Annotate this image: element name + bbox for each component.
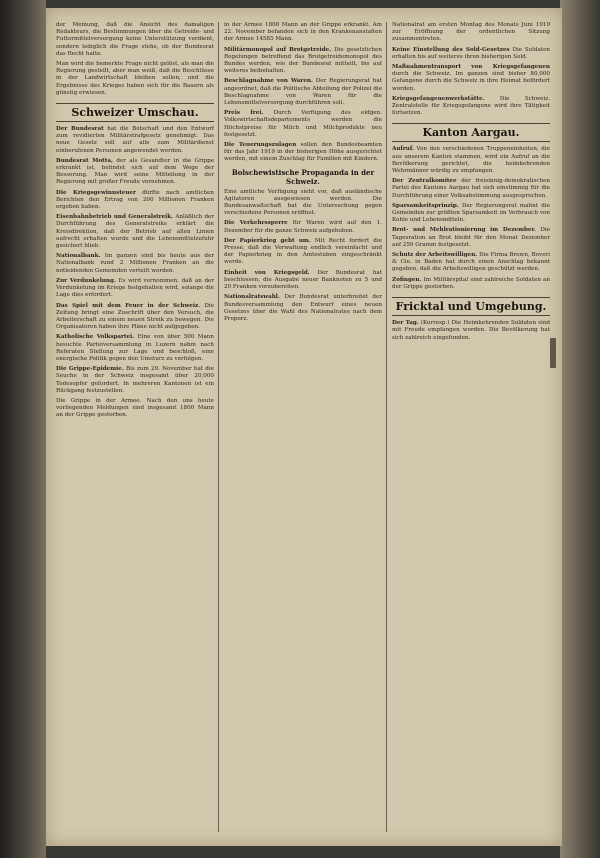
article-text: Eine von über 500 Mann besuchte Parteiversammlung in Luzern nahm nach Referaten Stellung zur Lage und beschloß, eine energische Politik gegen den Umsturz zu verfolgen.	[56, 334, 214, 362]
article-lead: Bundesrat Motta,	[56, 157, 113, 164]
article-item	[56, 214, 214, 250]
article-lead: Die Grippe-Epidemie.	[56, 366, 124, 373]
article-lead: Zur Verdunkelung.	[56, 277, 116, 284]
article-lead: Brot- und Mehlrationierung im Dezember.	[392, 227, 536, 234]
article-text: durch die Schweiz. Im ganzen sind bisher 80,000 Gefangene durch die Schweiz in ihre Heimat befördert worden.	[392, 71, 550, 92]
article-list	[224, 47, 382, 164]
article-item	[392, 96, 550, 118]
article-item	[392, 146, 550, 175]
section-title: Schweizer Umschau.	[56, 103, 214, 122]
article-text: für Waren wird auf den 1. Dezember für die ganze Schweiz aufgehoben.	[224, 220, 382, 234]
article-text: hat die Botschaft und den Entwurf zum revidierten Militärstrafgesetz genehmigt. Das neue Gesetz soll auf alle zum Militärdienst einberufenen Personen angewendet werden.	[56, 126, 214, 154]
article-text: sollen den Bundesbeamten für das Jahr 1919 in der bisherigen Höhe ausgerichtet werden, mit einem Zuschlag für Familien mit Kindern.	[224, 142, 382, 163]
article-item	[392, 227, 550, 249]
article-item	[56, 398, 214, 420]
article-item	[392, 277, 550, 291]
article-item	[56, 158, 214, 187]
article-item	[56, 366, 214, 395]
article-text: Der Regierungsrat mahnt die Gemeinden zur größten Sparsamkeit im Verbrauch von Kohle und Lebensmitteln.	[392, 202, 550, 224]
article-lead: Der Papierkrieg geht um.	[224, 237, 311, 244]
article-item	[224, 238, 382, 267]
article-lead: Der Tag.	[392, 320, 419, 327]
article-text: Die Zeitung bringt eine Zuschrift über den Versuch, die Arbeiterschaft zu einem neuen Streik zu bewegen. Die Organisatoren haben ihre Pläne nicht aufgegeben.	[56, 302, 214, 331]
article-item	[224, 47, 382, 76]
article-lead: Keine Einstellung des Sold-Gesetzes	[392, 46, 510, 53]
article-lead: Schutz der Arbeitswilligen.	[392, 252, 478, 259]
article-text: Eine amtliche Verfügung sieht vor, daß ausländische Agitatoren ausgewiesen werden. Die Bundesanwaltschaft hat die Untersuchung gegen verschiedene Personen eröffnet.	[224, 188, 382, 217]
column-2	[224, 22, 382, 832]
article-item	[392, 178, 550, 200]
article-list	[224, 189, 382, 323]
article-item	[224, 294, 382, 323]
article-text: (Korresp.) Die Heimkehrenden Soldaten sind mit Freude empfangen worden. Die Bevölkerung hat sich zahlreich eingefunden.	[392, 320, 550, 341]
page-tab	[550, 338, 556, 368]
article-item	[224, 220, 382, 234]
article-list	[392, 320, 550, 342]
paragraph: der Meinung, daß die Ansicht des damaligen Redakteurs, die Bestimmungen über die Getreide- und Futtermittelversorgung keine Unterstützung verdient, sondern lediglich die Frage stehe, ob der Bundesrat das Recht hatte.	[56, 22, 214, 57]
article-text: Die gesetzlichen Regelungen betreffend das Brotgetreidemonopol des Bundes werden, wie der Bundesrat mitteilt, bis auf weiteres beibehalten.	[224, 46, 382, 75]
article-text: Die Firma Brown, Boveri & Cie. in Baden hat durch einen Anschlag bekannt gegeben, daß die Arbeitswilligen geschützt werden.	[392, 252, 550, 273]
article-lead: Eisenbahnbetrieb und Generalstreik.	[56, 214, 174, 221]
book-binding	[0, 0, 46, 858]
article-lead: Sparsamkeitsprinzip.	[392, 202, 459, 209]
article-lead: Nationalbank.	[56, 253, 101, 260]
article-lead: Einheit von Kriegsgeld.	[224, 269, 310, 276]
paragraph: in der Armee 1800 Mann an der Grippe erkrankt. Am 22. November befanden sich in den Krankenanstalten der Armee 14585 Mann.	[224, 22, 382, 43]
subsection-title: Bolschewistische Propaganda in der Schweiz.	[231, 167, 375, 186]
article-item	[56, 126, 214, 155]
article-list	[392, 47, 550, 118]
article-lead: Die Kriegsgewinnsteuer	[56, 189, 136, 196]
column-rule	[218, 22, 219, 832]
column-3	[392, 22, 550, 832]
article-item	[392, 203, 550, 225]
article-lead: Militärmonopol auf Brotgetreide.	[224, 46, 332, 53]
article-lead: Aufruf.	[392, 146, 414, 153]
article-item	[56, 303, 214, 332]
article-item	[56, 190, 214, 212]
page-edge	[560, 0, 600, 858]
article-item	[392, 47, 550, 61]
article-item	[224, 142, 382, 164]
article-text: Der Bundesrat unterbreitet der Bundesversammlung den Entwurf eines neuen Gesetzes über die Wahl des Nationalrates nach dem Proporz.	[224, 294, 382, 322]
article-lead: Maßnahmentransport von Kriegsgefangenen	[392, 64, 550, 71]
article-text: Von den verschiedenen Truppeneinheiten, die aus unserem Kanton stammen, wird ein Aufruf an die Bevölkerung gerichtet, die heimkehrenden Wehrmänner würdig zu empfangen.	[392, 146, 550, 175]
article-list	[392, 146, 550, 291]
article-item	[392, 320, 550, 342]
article-item	[224, 110, 382, 139]
article-text: Die Tagesration an Brot bleibt für den Monat Dezember auf 250 Gramm festgesetzt.	[392, 227, 550, 248]
article-text: Im ganzen sind bis heute aus der Nationalbank rund 2 Millionen Franken an die notleidenden Gemeinden verteilt worden.	[56, 253, 214, 274]
article-lead: Das Spiel mit dem Feuer in der Schweiz.	[56, 302, 201, 309]
paragraph: Nationalrat am ersten Montag des Monats Juni 1919 zur Eröffnung der ordentlichen Sitzung zusammentreten.	[392, 22, 550, 43]
article-text: Der Bundesrat hat beschlossen, die Ausgabe neuer Banknoten zu 5 und 20 Franken vorzubereiten.	[224, 269, 382, 291]
article-item	[56, 253, 214, 275]
article-text: Mit Recht fordert die Presse, daß die Verwaltung endlich vereinfacht und der Papierkrieg in den Amtsstuben eingeschränkt werde.	[224, 237, 382, 266]
article-lead: Beschlagnahme von Waren.	[224, 78, 313, 85]
article-lead: Die Teuerungszulagen	[224, 142, 297, 149]
article-lead: Der Bundesrat	[56, 126, 104, 133]
article-text: Durch Verfügung des eidgen. Volkswirtschaftsdepartements werden die Höchstpreise für Milch und Milchprodukte neu festgesetzt.	[224, 110, 382, 138]
article-lead: Zofingen.	[392, 276, 422, 283]
article-item	[56, 334, 214, 363]
article-text: dürfte nach amtlichen Berichten den Ertrag von 200 Millionen Franken ergeben haben.	[56, 189, 214, 211]
article-text: Die Grippe in der Armee. Nach den uns heute vorliegenden Meldungen sind insgesamt 1800 Mann an der Grippe gestorben.	[56, 397, 214, 419]
article-item	[224, 270, 382, 292]
article-lead: Nationalratswahl.	[224, 294, 280, 301]
article-text: der freisinnig-demokratischen Partei des Kantons Aargau hat sich einstimmig für die Durchführung einer Volksabstimmung ausgesprochen.	[392, 178, 550, 199]
article-text: Der Regierungsrat hat angeordnet, daß die Politische Abteilung der Polizei die Beschlagnahme von Waren für die Lebensmittelversorgung durchführen soll.	[224, 78, 382, 107]
article-lead: Kriegsgefangenenwerkstätte.	[392, 95, 485, 102]
section-title: Fricktal und Umgebung.	[392, 297, 550, 316]
article-list	[56, 126, 214, 420]
article-lead: Katholische Volkspartei.	[56, 334, 135, 341]
column-rule	[386, 22, 387, 832]
article-lead: Preis frei.	[224, 110, 264, 117]
article-text: der als Gesandter in die Grippe erkrankt ist, befindet sich auf dem Wege der Besserung. Man wird seine Mitteilung in der Regierung mit großer Freude vernehmen.	[56, 157, 214, 186]
article-text: Die Soldaten erhalten bis auf weiteres ihren bisherigen Sold.	[392, 46, 550, 60]
article-text: Die Schweiz. Zentralstelle für Kriegsgefangene wird ihre Tätigkeit fortsetzen.	[392, 95, 550, 117]
column-1	[56, 22, 214, 832]
article-lead: Der Zentralkomitee	[392, 178, 457, 185]
article-item	[392, 252, 550, 274]
article-text: Es wird vernommen, daß an der Verdunkelung im Kriege festgehalten wird, solange die Lage dies erfordert.	[56, 277, 214, 299]
article-text: Im Militärspital sind zahlreiche Soldaten an der Grippe gestorben.	[392, 276, 550, 290]
article-text: Bis zum 29. November hat die Seuche in der Schweiz insgesamt über 20,000 Todesopfer gefordert. In mehreren Kantonen ist ein Rückgang festzustellen.	[56, 366, 214, 394]
article-item	[224, 78, 382, 107]
section-title: Kanton Aargau.	[392, 123, 550, 142]
newspaper-page	[46, 8, 562, 846]
article-lead: Die Verkehrssperre	[224, 220, 288, 227]
article-text: Anläßlich der Durchführung des Generalstreiks erklärt die Kreisdirektion, daß der Betrieb auf allen Linien aufrecht erhalten wurde und die Lebensmittelzufuhr gesichert blieb.	[56, 214, 214, 250]
article-item	[56, 278, 214, 300]
paragraph: Man wird die bemerkte Frage nicht gelöst, als man die Regierung gestellt, aber man weiß, daß die Beschlüsse in der Landwirtschaft bleiben sollen, und die Ergebnisse des Krieges haben sich für die Bauern als günstig erwiesen.	[56, 61, 214, 96]
article-item	[392, 64, 550, 93]
article-item	[224, 189, 382, 218]
